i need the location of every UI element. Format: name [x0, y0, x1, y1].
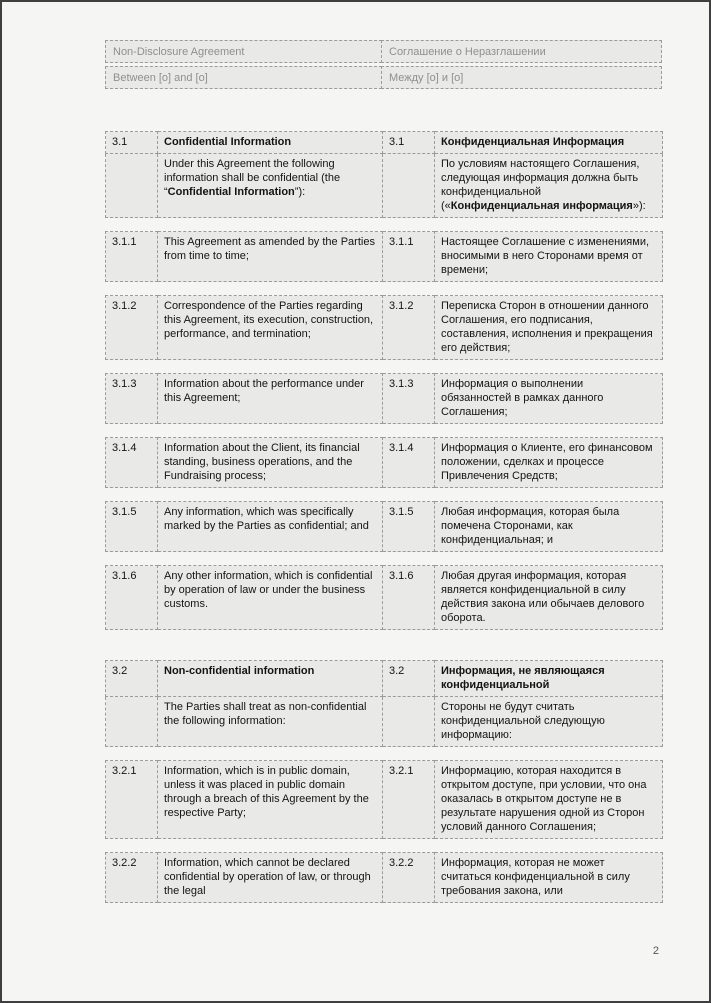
document-header	[105, 40, 663, 89]
clause-text-ru	[435, 761, 663, 839]
text-segment: Confidential Information	[164, 136, 292, 148]
clause-number-en: 3.1.2	[106, 296, 158, 360]
clause-table	[105, 660, 663, 747]
text-segment: Any information, which was specifically marked by the Parties as confidential; and	[164, 506, 369, 532]
clause-text-en	[158, 154, 383, 218]
text-segment: The Parties shall treat as non-confidential the following information:	[164, 701, 367, 727]
clause-text-ru	[435, 232, 663, 282]
clause-text-en	[158, 132, 383, 154]
clause-text-ru	[435, 438, 663, 488]
clause-number-en: 3.1.3	[106, 374, 158, 424]
table-row	[106, 374, 663, 424]
clause-text-en	[158, 853, 383, 903]
clause-table	[105, 295, 663, 360]
clause-text-ru	[435, 132, 663, 154]
clause-table	[105, 760, 663, 839]
clause-number-ru: 3.1.4	[383, 438, 435, 488]
bold-text-segment: Confidential Information	[167, 186, 295, 198]
clause-text-en	[158, 761, 383, 839]
text-segment: Любая другая информация, которая является конфиденциальной в силу действия закона или обычаев делового оборота.	[441, 570, 645, 624]
clause-table	[105, 501, 663, 552]
clause-number-en: 3.2.2	[106, 853, 158, 903]
text-segment: По условиям настоящего Соглашения, следующая информация должна быть конфиденциальной («	[441, 158, 640, 212]
clause-table	[105, 437, 663, 488]
clause-number-ru: 3.2.1	[383, 761, 435, 839]
text-segment: Under this Agreement the following information shall be confidential (the “	[164, 158, 341, 198]
clause-text-ru	[435, 296, 663, 360]
clause-number-en: 3.1.1	[106, 232, 158, 282]
clause-number-en: 3.2	[106, 661, 158, 697]
header-parties-en: Between [o] and [o]	[105, 66, 382, 89]
header-parties-ru: Между [o] и [o]	[381, 66, 662, 89]
header-row-parties	[105, 66, 663, 89]
clause-text-ru	[435, 154, 663, 218]
clause-number-ru: 3.1.3	[383, 374, 435, 424]
clause-number-en: 3.1.6	[106, 566, 158, 630]
clause-text-en	[158, 232, 383, 282]
clause-text-ru	[435, 374, 663, 424]
page-content	[2, 2, 663, 903]
text-segment: Конфиденциальная Информация	[441, 136, 625, 148]
table-row	[106, 232, 663, 282]
clause-number-ru	[383, 697, 435, 747]
text-segment: Настоящее Соглашение с изменениями, вносимыми в него Сторонами время от времени;	[441, 236, 650, 276]
clause-number-ru: 3.1.2	[383, 296, 435, 360]
table-row	[106, 761, 663, 839]
clause-number-ru: 3.1.6	[383, 566, 435, 630]
clause-number-ru: 3.2.2	[383, 853, 435, 903]
clause-number-en	[106, 697, 158, 747]
clause-text-en	[158, 374, 383, 424]
header-title-ru: Соглашение о Неразглашении	[381, 40, 662, 63]
text-segment: Non-confidential information	[164, 665, 315, 677]
text-segment: Информацию, которая находится в открытом доступе, при условии, что она оказалась в открытом доступе не в результате нарушения одной из Сторон условий данного Соглашения;	[441, 765, 647, 833]
clause-text-ru	[435, 697, 663, 747]
text-segment: Information, which cannot be declared confidential by operation of law, or through the legal	[164, 857, 371, 897]
header-title-en: Non-Disclosure Agreement	[105, 40, 382, 63]
clause-number-en: 3.1.4	[106, 438, 158, 488]
clause-text-ru	[435, 502, 663, 552]
clause-table	[105, 131, 663, 218]
clause-table	[105, 852, 663, 903]
clause-number-en: 3.2.1	[106, 761, 158, 839]
table-row	[106, 697, 663, 747]
text-segment: Information about the performance under this Agreement;	[164, 378, 364, 404]
clause-text-en	[158, 566, 383, 630]
table-row	[106, 502, 663, 552]
text-segment: ”):	[294, 186, 306, 198]
clause-table	[105, 565, 663, 630]
clause-table	[105, 231, 663, 282]
clause-number-en: 3.1.5	[106, 502, 158, 552]
clause-number-ru: 3.1.1	[383, 232, 435, 282]
text-segment: Информация, не являющаяся конфиденциальной	[441, 665, 605, 691]
table-row	[106, 132, 663, 154]
table-row	[106, 661, 663, 697]
bold-text-segment: Конфиденциальная информация	[450, 200, 633, 212]
clause-text-en	[158, 502, 383, 552]
text-segment: Information, which is in public domain, unless it was placed in public domain through a breach of this Agreement by the respective Party;	[164, 765, 369, 819]
clause-number-en	[106, 154, 158, 218]
clause-table	[105, 373, 663, 424]
clause-number-ru: 3.2	[383, 661, 435, 697]
clause-text-en	[158, 661, 383, 697]
text-segment: This Agreement as amended by the Parties from time to time;	[164, 236, 375, 262]
text-segment: Information about the Client, its financial standing, business operations, and the Fundraising process;	[164, 442, 360, 482]
table-row	[106, 566, 663, 630]
text-segment: Any other information, which is confidential by operation of law or under the business customs.	[164, 570, 373, 610]
text-segment: »):	[632, 200, 646, 212]
header-row-title	[105, 40, 663, 63]
clause-number-ru: 3.1.5	[383, 502, 435, 552]
clause-number-ru: 3.1	[383, 132, 435, 154]
clause-number-en: 3.1	[106, 132, 158, 154]
table-row	[106, 853, 663, 903]
clause-number-ru	[383, 154, 435, 218]
text-segment: Любая информация, которая была помечена Сторонами, как конфиденциальная; и	[441, 506, 620, 546]
text-segment: Стороны не будут считать конфиденциальной следующую информацию:	[441, 701, 605, 741]
clause-text-en	[158, 296, 383, 360]
clause-text-ru	[435, 566, 663, 630]
text-segment: Correspondence of the Parties regarding this Agreement, its execution, construction, performance, and termination;	[164, 300, 374, 340]
text-segment: Информация, которая не может считаться конфиденциальной в силу требования закона, или	[441, 857, 630, 897]
clause-text-ru	[435, 661, 663, 697]
text-segment: Информация о выполнении обязанностей в рамках данного Соглашения;	[441, 378, 604, 418]
text-segment: Информация о Клиенте, его финансовом положении, сделках и процессе Привлечения Средств;	[441, 442, 653, 482]
clause-text-en	[158, 438, 383, 488]
page-number: 2	[652, 945, 659, 957]
table-row	[106, 154, 663, 218]
clauses	[105, 131, 663, 903]
clause-text-en	[158, 697, 383, 747]
clause-text-ru	[435, 853, 663, 903]
table-row	[106, 438, 663, 488]
text-segment: Переписка Сторон в отношении данного Соглашения, его подписания, составления, исполнения и прекращения его действия;	[441, 300, 653, 354]
table-row	[106, 296, 663, 360]
